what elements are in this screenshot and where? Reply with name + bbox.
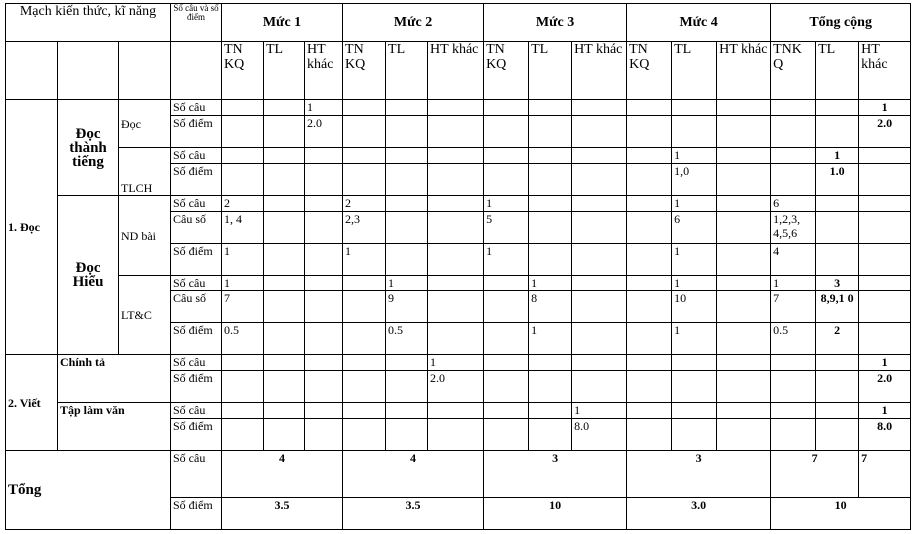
empty-cell (816, 212, 859, 244)
empty-cell (529, 355, 572, 371)
cell-value: 4 (343, 451, 484, 498)
empty-cell (428, 291, 484, 323)
header-count-label: Số câu và số điểm (171, 4, 222, 42)
empty-cell (222, 371, 264, 403)
empty-cell (264, 196, 305, 212)
sub-m4-tl: TL (672, 42, 717, 100)
empty-cell (343, 148, 386, 164)
cell-value: 0.5 (771, 323, 816, 355)
row-label: Câu số (171, 212, 222, 244)
empty-cell (717, 371, 771, 403)
empty-cell (816, 196, 859, 212)
empty-cell (343, 323, 386, 355)
cell-value: 1,2,3, 4,5,6 (771, 212, 816, 244)
empty-cell (859, 276, 911, 291)
empty-cell (264, 148, 305, 164)
empty-cell (264, 276, 305, 291)
row-label: Số câu (171, 276, 222, 291)
empty-cell (572, 116, 627, 148)
cell-value: 1 (222, 276, 264, 291)
cell-value: 1 (343, 244, 386, 276)
empty-cell (771, 355, 816, 371)
empty-cell (627, 276, 672, 291)
empty-cell (771, 403, 816, 419)
empty-cell (264, 371, 305, 403)
empty-cell (529, 403, 572, 419)
blank-cell (6, 42, 58, 100)
header-level-3: Mức 3 (484, 4, 627, 42)
empty-cell (305, 419, 343, 451)
header-level-1: Mức 1 (222, 4, 343, 42)
empty-cell (264, 212, 305, 244)
cell-value: 1 (859, 355, 911, 371)
section-chinh-ta: Chính tả (58, 355, 171, 403)
cell-value: 4 (222, 451, 343, 498)
empty-cell (386, 100, 428, 116)
empty-cell (717, 323, 771, 355)
cell-value: 3 (484, 451, 627, 498)
empty-cell (343, 403, 386, 419)
sub-m4-ht: HT khác (717, 42, 771, 100)
empty-cell (572, 244, 627, 276)
cell-value: 1 (771, 276, 816, 291)
row-label: Số điểm (171, 244, 222, 276)
empty-cell (386, 371, 428, 403)
empty-cell (859, 148, 911, 164)
cell-value: 1 (816, 148, 859, 164)
empty-cell (264, 323, 305, 355)
empty-cell (428, 116, 484, 148)
cell-value: 3 (816, 276, 859, 291)
cell-value: 1 (529, 323, 572, 355)
section-tlch: TLCH (119, 148, 171, 196)
sub-total-tl: TL (816, 42, 859, 100)
empty-cell (717, 148, 771, 164)
cell-value: 4 (771, 244, 816, 276)
empty-cell (672, 419, 717, 451)
empty-cell (672, 403, 717, 419)
empty-cell (771, 148, 816, 164)
cell-value: 7 (222, 291, 264, 323)
empty-cell (627, 116, 672, 148)
sub-m3-ht: HT khác (572, 42, 627, 100)
cell-value: 1 (305, 100, 343, 116)
sub-m2-tnkq: TN KQ (343, 42, 386, 100)
empty-cell (529, 196, 572, 212)
empty-cell (305, 291, 343, 323)
empty-cell (305, 323, 343, 355)
empty-cell (672, 371, 717, 403)
empty-cell (428, 100, 484, 116)
cell-value: 1 (386, 276, 428, 291)
empty-cell (484, 276, 529, 291)
row-label: Số câu (171, 451, 222, 498)
empty-cell (264, 116, 305, 148)
empty-cell (572, 212, 627, 244)
cell-value: 7 (859, 451, 911, 498)
row-label: Số câu (171, 196, 222, 212)
empty-cell (859, 291, 911, 323)
empty-cell (572, 196, 627, 212)
empty-cell (428, 244, 484, 276)
empty-cell (386, 196, 428, 212)
empty-cell (386, 212, 428, 244)
empty-cell (859, 323, 911, 355)
cell-value: 1 (859, 100, 911, 116)
empty-cell (222, 100, 264, 116)
empty-cell (529, 100, 572, 116)
sub-m2-ht: HT khác (428, 42, 484, 100)
blank-cell (58, 42, 119, 100)
empty-cell (572, 100, 627, 116)
cell-value: 2.0 (859, 116, 911, 148)
cell-value: 10 (771, 498, 911, 530)
section-nd-bai: ND bài (119, 196, 171, 276)
section-doc: 1. Đọc (6, 100, 58, 355)
row-label: Số điểm (171, 371, 222, 403)
empty-cell (816, 403, 859, 419)
empty-cell (717, 164, 771, 196)
row-label: Câu số (171, 291, 222, 323)
cell-value: 8,9,1 0 (816, 291, 859, 323)
empty-cell (717, 100, 771, 116)
empty-cell (428, 323, 484, 355)
section-tong: Tổng (6, 451, 171, 530)
empty-cell (343, 100, 386, 116)
cell-value: 1 (529, 276, 572, 291)
cell-value: 8.0 (859, 419, 911, 451)
sub-m1-ht: HT khác (305, 42, 343, 100)
cell-value: 9 (386, 291, 428, 323)
empty-cell (572, 148, 627, 164)
row-label: Số điểm (171, 323, 222, 355)
empty-cell (572, 371, 627, 403)
cell-value: 1 (672, 148, 717, 164)
empty-cell (816, 355, 859, 371)
empty-cell (717, 212, 771, 244)
section-doc-thanh-tieng: Đọc thành tiếng (58, 100, 119, 196)
empty-cell (484, 291, 529, 323)
row-label: Số điểm (171, 419, 222, 451)
cell-value: 3 (627, 451, 771, 498)
section-tap-lam-van: Tập làm văn (58, 403, 171, 451)
empty-cell (529, 244, 572, 276)
header-level-2: Mức 2 (343, 4, 484, 42)
empty-cell (717, 244, 771, 276)
blank-cell (119, 42, 171, 100)
empty-cell (717, 419, 771, 451)
empty-cell (305, 276, 343, 291)
empty-cell (222, 419, 264, 451)
empty-cell (343, 164, 386, 196)
row-label: Số điểm (171, 116, 222, 148)
empty-cell (305, 371, 343, 403)
cell-value: 1 (572, 403, 627, 419)
cell-value: 1 (672, 196, 717, 212)
empty-cell (859, 212, 911, 244)
header-level-4: Mức 4 (627, 4, 771, 42)
empty-cell (222, 403, 264, 419)
empty-cell (484, 419, 529, 451)
empty-cell (816, 419, 859, 451)
empty-cell (222, 148, 264, 164)
empty-cell (343, 419, 386, 451)
empty-cell (572, 276, 627, 291)
empty-cell (264, 164, 305, 196)
sub-m3-tl: TL (529, 42, 572, 100)
cell-value: 2.0 (305, 116, 343, 148)
empty-cell (627, 100, 672, 116)
cell-value: 1 (428, 355, 484, 371)
empty-cell (222, 116, 264, 148)
empty-cell (627, 148, 672, 164)
sub-total-tnkq: TNK Q (771, 42, 816, 100)
empty-cell (717, 276, 771, 291)
empty-cell (264, 291, 305, 323)
empty-cell (484, 403, 529, 419)
cell-value: 8 (529, 291, 572, 323)
sub-m3-tnkq: TN KQ (484, 42, 529, 100)
empty-cell (529, 371, 572, 403)
cell-value: 1 (672, 323, 717, 355)
empty-cell (428, 419, 484, 451)
sub-m4-tnkq: TN KQ (627, 42, 672, 100)
empty-cell (386, 403, 428, 419)
empty-cell (627, 244, 672, 276)
empty-cell (305, 196, 343, 212)
empty-cell (343, 116, 386, 148)
empty-cell (771, 164, 816, 196)
section-ltc: LT&C (119, 276, 171, 355)
empty-cell (572, 355, 627, 371)
empty-cell (816, 116, 859, 148)
empty-cell (484, 148, 529, 164)
empty-cell (859, 164, 911, 196)
cell-value: 1 (484, 244, 529, 276)
empty-cell (484, 100, 529, 116)
empty-cell (305, 148, 343, 164)
empty-cell (529, 212, 572, 244)
empty-cell (386, 244, 428, 276)
cell-value: 0.5 (222, 323, 264, 355)
empty-cell (264, 403, 305, 419)
empty-cell (816, 371, 859, 403)
blank-cell (171, 42, 222, 100)
cell-value: 1.0 (816, 164, 859, 196)
empty-cell (343, 355, 386, 371)
cell-value: 1 (859, 403, 911, 419)
empty-cell (484, 355, 529, 371)
empty-cell (428, 212, 484, 244)
empty-cell (305, 164, 343, 196)
empty-cell (672, 100, 717, 116)
empty-cell (305, 244, 343, 276)
empty-cell (627, 291, 672, 323)
empty-cell (529, 419, 572, 451)
empty-cell (428, 164, 484, 196)
row-label: Số câu (171, 100, 222, 116)
empty-cell (717, 403, 771, 419)
empty-cell (672, 355, 717, 371)
empty-cell (859, 244, 911, 276)
cell-value: 6 (771, 196, 816, 212)
cell-value: 2.0 (428, 371, 484, 403)
row-label: Số câu (171, 355, 222, 371)
header-level-total: Tổng cộng (771, 4, 911, 42)
cell-value: 1 (222, 244, 264, 276)
empty-cell (386, 164, 428, 196)
empty-cell (572, 323, 627, 355)
empty-cell (627, 323, 672, 355)
cell-value: 2 (343, 196, 386, 212)
cell-value: 8.0 (572, 419, 627, 451)
section-doc-sub: Đọc (119, 100, 171, 148)
empty-cell (484, 164, 529, 196)
cell-value: 2 (816, 323, 859, 355)
sub-m2-tl: TL (386, 42, 428, 100)
empty-cell (529, 116, 572, 148)
row-label: Số câu (171, 403, 222, 419)
empty-cell (717, 355, 771, 371)
empty-cell (484, 116, 529, 148)
empty-cell (428, 196, 484, 212)
cell-value: 10 (672, 291, 717, 323)
empty-cell (428, 276, 484, 291)
sub-m1-tl: TL (264, 42, 305, 100)
cell-value: 1 (672, 276, 717, 291)
row-label: Số câu (171, 148, 222, 164)
empty-cell (771, 419, 816, 451)
cell-value: 1,0 (672, 164, 717, 196)
empty-cell (672, 116, 717, 148)
sub-total-ht: HT khác (859, 42, 911, 100)
empty-cell (264, 419, 305, 451)
cell-value: 1 (672, 244, 717, 276)
empty-cell (484, 323, 529, 355)
empty-cell (386, 116, 428, 148)
empty-cell (428, 148, 484, 164)
cell-value: 7 (771, 451, 859, 498)
section-doc-hieu: Đọc Hiểu (58, 196, 119, 355)
empty-cell (386, 355, 428, 371)
empty-cell (816, 244, 859, 276)
empty-cell (343, 276, 386, 291)
empty-cell (771, 116, 816, 148)
empty-cell (305, 403, 343, 419)
cell-value: 3.0 (627, 498, 771, 530)
cell-value: 5 (484, 212, 529, 244)
empty-cell (627, 355, 672, 371)
section-viet: 2. Viết (6, 355, 58, 451)
empty-cell (572, 164, 627, 196)
empty-cell (771, 100, 816, 116)
cell-value: 7 (771, 291, 816, 323)
empty-cell (305, 212, 343, 244)
empty-cell (717, 291, 771, 323)
cell-value: 3.5 (343, 498, 484, 530)
empty-cell (222, 355, 264, 371)
empty-cell (627, 212, 672, 244)
header-topic: Mạch kiến thức, kĩ năng (6, 4, 171, 42)
empty-cell (343, 291, 386, 323)
sub-m1-tnkq: TN KQ (222, 42, 264, 100)
cell-value: 2.0 (859, 371, 911, 403)
empty-cell (572, 291, 627, 323)
cell-value: 1 (484, 196, 529, 212)
empty-cell (222, 164, 264, 196)
row-label: Số điểm (171, 498, 222, 530)
empty-cell (386, 148, 428, 164)
cell-value: 2 (222, 196, 264, 212)
test-matrix-table (5, 3, 911, 530)
empty-cell (627, 371, 672, 403)
empty-cell (264, 100, 305, 116)
empty-cell (264, 355, 305, 371)
cell-value: 6 (672, 212, 717, 244)
cell-value: 2,3 (343, 212, 386, 244)
empty-cell (529, 164, 572, 196)
cell-value: 10 (484, 498, 627, 530)
empty-cell (627, 164, 672, 196)
empty-cell (305, 355, 343, 371)
empty-cell (428, 403, 484, 419)
empty-cell (771, 371, 816, 403)
empty-cell (717, 196, 771, 212)
cell-value: 3.5 (222, 498, 343, 530)
empty-cell (529, 148, 572, 164)
empty-cell (386, 419, 428, 451)
empty-cell (859, 196, 911, 212)
row-label: Số điểm (171, 164, 222, 196)
empty-cell (627, 419, 672, 451)
empty-cell (627, 196, 672, 212)
empty-cell (627, 403, 672, 419)
cell-value: 1, 4 (222, 212, 264, 244)
empty-cell (484, 371, 529, 403)
empty-cell (343, 371, 386, 403)
empty-cell (717, 116, 771, 148)
empty-cell (264, 244, 305, 276)
empty-cell (816, 100, 859, 116)
cell-value: 0.5 (386, 323, 428, 355)
